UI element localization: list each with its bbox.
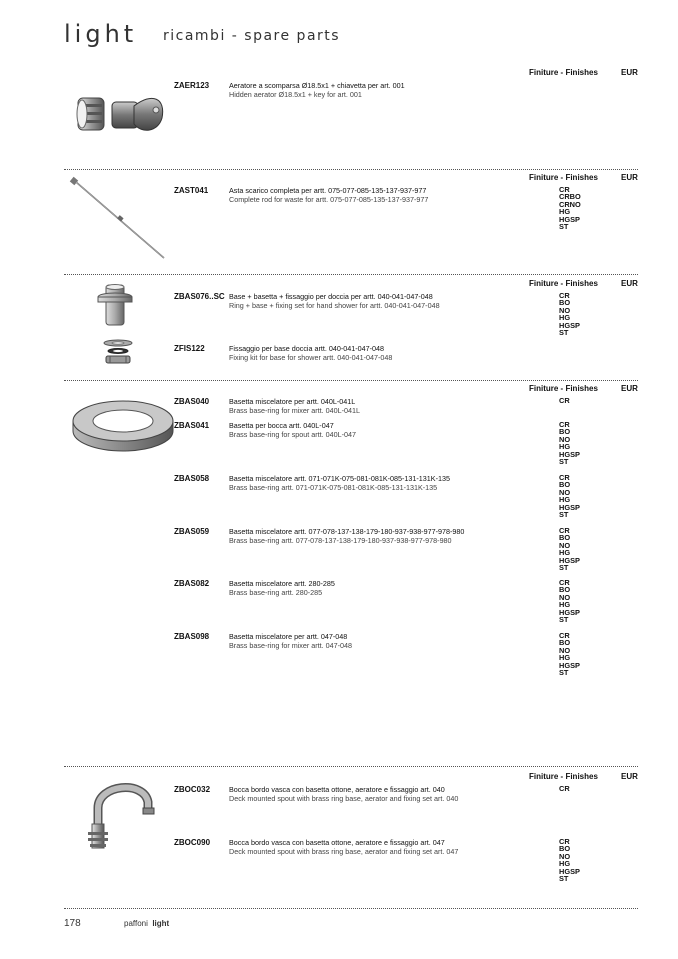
waste-rod-image	[66, 172, 172, 264]
finish-code: HGSP	[559, 607, 580, 617]
product-description	[229, 292, 440, 310]
finish-code: HG	[559, 313, 571, 323]
finish-code: CRBO	[559, 192, 581, 202]
finish-list	[559, 292, 580, 336]
finish-code: HG	[559, 600, 571, 610]
finishes-header	[529, 279, 639, 289]
product-code: ZBOC090	[174, 838, 211, 847]
page-number: 178	[64, 918, 81, 929]
finish-code: BO	[559, 298, 571, 308]
finish-code: CRNO	[559, 199, 581, 209]
product-description	[229, 579, 335, 597]
finishes-label: Finiture - Finishes	[529, 384, 598, 393]
finish-list	[559, 838, 580, 882]
description-en: Deck mounted spout with brass ring base, aerator and fixing set art. 040	[229, 794, 459, 803]
description-en: Brass base-ring for mixer artt. 040L-041L	[229, 406, 361, 415]
brand-title: light	[64, 20, 138, 48]
finish-code: CR	[559, 784, 570, 793]
description-it: Base + basetta + fissaggio per doccia per artt. 040-041-047-048	[229, 292, 433, 301]
finish-code: CR	[559, 578, 570, 587]
aerator-key-image	[72, 88, 168, 143]
description-it: Basetta miscelatore per artt. 047-048	[229, 632, 348, 641]
finish-code: HGSP	[559, 502, 580, 512]
shower-base-image	[96, 283, 136, 327]
base-ring-image	[70, 395, 176, 457]
description-it: Fissaggio per base doccia artt. 040-041-047-048	[229, 344, 385, 353]
finish-code: HGSP	[559, 214, 580, 224]
finish-code: CR	[559, 291, 570, 300]
finish-list	[559, 421, 580, 465]
finish-code: HGSP	[559, 555, 580, 565]
product-description	[229, 421, 356, 439]
description-it: Aeratore a scomparsa Ø18.5x1 + chiavetta per art. 001	[229, 81, 405, 90]
finish-list	[559, 527, 580, 571]
description-en: Brass base-ring artt. 280-285	[229, 588, 323, 597]
finish-list	[559, 632, 580, 676]
finishes-label: Finiture - Finishes	[529, 173, 598, 182]
product-code: ZBAS058	[174, 474, 210, 483]
finish-code: CR	[559, 185, 570, 194]
finish-code: ST	[559, 327, 569, 337]
product-code: ZFIS122	[174, 344, 205, 353]
currency-label: EUR	[621, 772, 638, 781]
finishes-label: Finiture - Finishes	[529, 279, 598, 288]
finish-code: HGSP	[559, 449, 580, 459]
finish-code: BO	[559, 480, 571, 490]
product-description	[229, 186, 428, 204]
product-description	[229, 527, 464, 545]
finish-code: BO	[559, 638, 571, 648]
product-description	[229, 632, 352, 650]
finish-code: BO	[559, 585, 571, 595]
product-code: ZAER123	[174, 81, 210, 90]
description-it: Basetta miscelatore artt. 280-285	[229, 579, 335, 588]
currency-label: EUR	[621, 384, 638, 393]
description-en: Brass base-ring artt. 077-078-137-138-179-180-937-938-977-978-980	[229, 536, 452, 545]
product-code: ZBAS098	[174, 632, 210, 641]
description-it: Basetta miscelatore artt. 077-078-137-138-179-180-937-938-977-978-980	[229, 527, 465, 536]
description-en: Complete rod for waste for artt. 075-077-085-135-137-937-977	[229, 195, 429, 204]
finish-code: ST	[559, 562, 569, 572]
currency-label: EUR	[621, 68, 638, 77]
description-it: Bocca bordo vasca con basetta ottone, aeratore e fissaggio art. 040	[229, 785, 445, 794]
finish-code: NO	[559, 540, 571, 550]
finish-code: HG	[559, 859, 571, 869]
section-divider	[64, 908, 638, 909]
section-divider	[64, 766, 638, 767]
finish-code: ST	[559, 221, 569, 231]
finishes-header	[529, 772, 639, 782]
description-en: Fixing kit for base for shower artt. 040-041-047-048	[229, 353, 393, 362]
finish-code: HG	[559, 653, 571, 663]
description-en: Deck mounted spout with brass ring base, aerator and fixing set art. 047	[229, 847, 459, 856]
finish-list	[559, 186, 581, 230]
finish-code: HGSP	[559, 660, 580, 670]
finish-code: HGSP	[559, 866, 580, 876]
product-description	[229, 397, 360, 415]
footer-line: light	[152, 919, 170, 928]
finish-code: BO	[559, 844, 571, 854]
finish-code: ST	[559, 614, 569, 624]
finish-list	[559, 397, 570, 404]
finishes-label: Finiture - Finishes	[529, 772, 598, 781]
product-code: ZBAS082	[174, 579, 210, 588]
section-divider	[64, 380, 638, 381]
finish-code: CR	[559, 420, 570, 429]
product-code: ZBOC032	[174, 785, 211, 794]
description-en: Ring + base + fixing set for hand shower for artt. 040-041-047-048	[229, 301, 440, 310]
finish-code: BO	[559, 533, 571, 543]
finishes-header	[529, 68, 639, 78]
finish-list	[559, 474, 580, 518]
description-en: Hidden aerator Ø18.5x1 + key for art. 001	[229, 90, 362, 99]
footer-brand	[124, 919, 169, 928]
fixing-kit-image	[100, 338, 136, 366]
finish-code: ST	[559, 509, 569, 519]
product-description	[229, 81, 405, 99]
description-it: Basetta miscelatore artt. 071-071K-075-081-081K-085-131-131K-135	[229, 474, 450, 483]
finish-code: NO	[559, 305, 571, 315]
product-code: ZBAS076..SC	[174, 292, 225, 301]
finish-code: HG	[559, 548, 571, 558]
finish-code: HG	[559, 495, 571, 505]
currency-label: EUR	[621, 279, 638, 288]
finish-code: HG	[559, 442, 571, 452]
description-en: Brass base-ring for spout artt. 040L-047	[229, 430, 357, 439]
finish-code: BO	[559, 427, 571, 437]
finish-code: NO	[559, 592, 571, 602]
product-description	[229, 474, 450, 492]
product-code: ZBAS059	[174, 527, 210, 536]
description-it: Basetta per bocca artt. 040L-047	[229, 421, 334, 430]
currency-label: EUR	[621, 173, 638, 182]
finish-code: NO	[559, 434, 571, 444]
finish-code: ST	[559, 873, 569, 883]
page-subtitle: ricambi - spare parts	[163, 28, 341, 44]
description-it: Bocca bordo vasca con basetta ottone, aeratore e fissaggio art. 047	[229, 838, 445, 847]
section-divider	[64, 169, 638, 170]
finishes-label: Finiture - Finishes	[529, 68, 598, 77]
product-description	[229, 344, 392, 362]
finish-list	[559, 579, 580, 623]
section-divider	[64, 274, 638, 275]
product-description	[229, 785, 458, 803]
finish-code: HG	[559, 207, 571, 217]
finish-code: CR	[559, 473, 570, 482]
description-en: Brass base-ring artt. 071-071K-075-081-081K-085-131-131K-135	[229, 483, 438, 492]
finish-list	[559, 785, 570, 792]
spout-image	[84, 778, 160, 854]
finish-code: ST	[559, 456, 569, 466]
finish-code: CR	[559, 837, 570, 846]
finish-code: HGSP	[559, 320, 580, 330]
finishes-header	[529, 384, 639, 394]
product-code: ZBAS041	[174, 421, 210, 430]
finish-code: NO	[559, 645, 571, 655]
finish-code: NO	[559, 487, 571, 497]
product-code: ZBAS040	[174, 397, 210, 406]
description-it: Asta scarico completa per artt. 075-077-085-135-137-937-977	[229, 186, 427, 195]
product-description	[229, 838, 458, 856]
finishes-header	[529, 173, 639, 183]
finish-code: CR	[559, 526, 570, 535]
description-it: Basetta miscelatore per artt. 040L-041L	[229, 397, 356, 406]
product-code: ZAST041	[174, 186, 209, 195]
finish-code: NO	[559, 851, 571, 861]
finish-code: CR	[559, 631, 570, 640]
finish-code: CR	[559, 396, 570, 405]
description-en: Brass base-ring for mixer artt. 047-048	[229, 641, 353, 650]
finish-code: ST	[559, 667, 569, 677]
footer-company: paffoni	[124, 919, 148, 928]
